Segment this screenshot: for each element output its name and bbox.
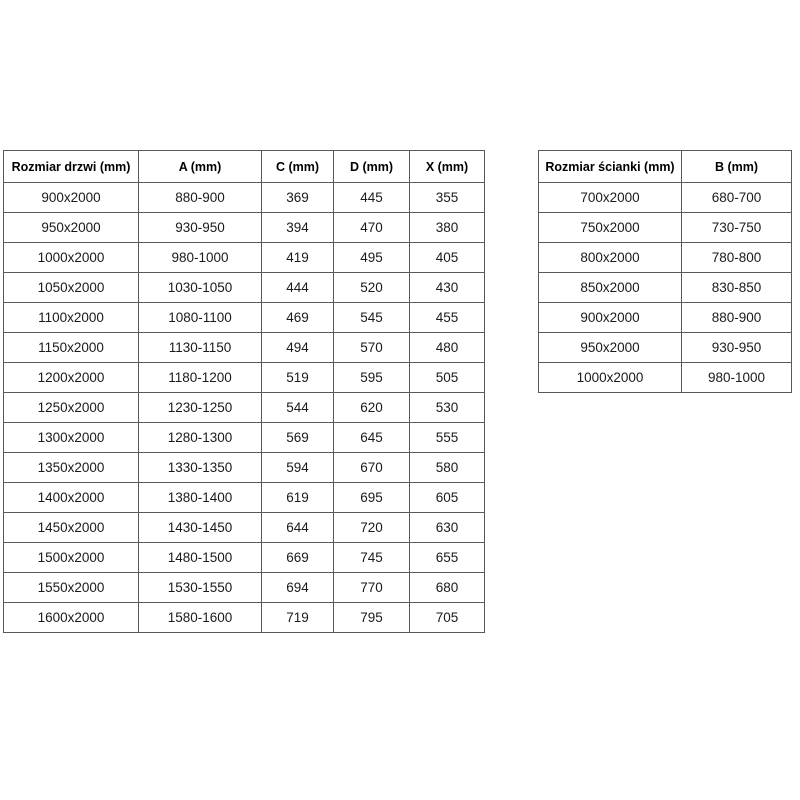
table-cell: 1180-1200 — [139, 363, 262, 393]
table-cell: 745 — [334, 543, 410, 573]
table-cell: 445 — [334, 183, 410, 213]
table-cell: 670 — [334, 453, 410, 483]
table-cell: 719 — [262, 603, 334, 633]
table-cell: 655 — [410, 543, 485, 573]
table-cell: 1400x2000 — [4, 483, 139, 513]
table-cell: 1100x2000 — [4, 303, 139, 333]
table-cell: 544 — [262, 393, 334, 423]
table-cell: 1150x2000 — [4, 333, 139, 363]
table-cell: 630 — [410, 513, 485, 543]
table-cell: 620 — [334, 393, 410, 423]
table-cell: 605 — [410, 483, 485, 513]
table-cell: 1550x2000 — [4, 573, 139, 603]
table-cell: 480 — [410, 333, 485, 363]
table-cell: 950x2000 — [539, 333, 682, 363]
table-row — [539, 213, 792, 243]
table-cell: 669 — [262, 543, 334, 573]
table-row — [4, 573, 485, 603]
table-cell: 419 — [262, 243, 334, 273]
table-cell: 455 — [410, 303, 485, 333]
table-cell: 800x2000 — [539, 243, 682, 273]
column-header: X (mm) — [410, 151, 485, 183]
table-cell: 930-950 — [682, 333, 792, 363]
table-cell: 1580-1600 — [139, 603, 262, 633]
table-cell: 495 — [334, 243, 410, 273]
table-cell: 494 — [262, 333, 334, 363]
table-cell: 1500x2000 — [4, 543, 139, 573]
door-table-header — [4, 151, 485, 183]
table-cell: 405 — [410, 243, 485, 273]
table-cell: 1600x2000 — [4, 603, 139, 633]
header-row — [539, 151, 792, 183]
table-cell: 1350x2000 — [4, 453, 139, 483]
table-cell: 1130-1150 — [139, 333, 262, 363]
table-cell: 850x2000 — [539, 273, 682, 303]
table-row — [4, 393, 485, 423]
table-cell: 750x2000 — [539, 213, 682, 243]
table-cell: 695 — [334, 483, 410, 513]
table-cell: 430 — [410, 273, 485, 303]
wall-table-header — [539, 151, 792, 183]
table-cell: 645 — [334, 423, 410, 453]
table-cell: 1300x2000 — [4, 423, 139, 453]
table-cell: 619 — [262, 483, 334, 513]
column-header: A (mm) — [139, 151, 262, 183]
door-table-body — [4, 183, 485, 633]
table-cell: 694 — [262, 573, 334, 603]
table-cell: 880-900 — [139, 183, 262, 213]
table-cell: 1200x2000 — [4, 363, 139, 393]
table-cell: 530 — [410, 393, 485, 423]
table-cell: 444 — [262, 273, 334, 303]
table-cell: 380 — [410, 213, 485, 243]
table-row — [4, 363, 485, 393]
table-cell: 644 — [262, 513, 334, 543]
table-cell: 770 — [334, 573, 410, 603]
table-row — [4, 273, 485, 303]
table-cell: 1330-1350 — [139, 453, 262, 483]
table-cell: 1080-1100 — [139, 303, 262, 333]
door-size-table — [3, 150, 485, 633]
table-cell: 705 — [410, 603, 485, 633]
table-cell: 700x2000 — [539, 183, 682, 213]
column-header: B (mm) — [682, 151, 792, 183]
table-cell: 930-950 — [139, 213, 262, 243]
table-row — [4, 213, 485, 243]
table-cell: 730-750 — [682, 213, 792, 243]
table-row — [4, 303, 485, 333]
table-cell: 595 — [334, 363, 410, 393]
column-header: Rozmiar drzwi (mm) — [4, 151, 139, 183]
table-cell: 520 — [334, 273, 410, 303]
table-cell: 1480-1500 — [139, 543, 262, 573]
table-cell: 519 — [262, 363, 334, 393]
table-cell: 1430-1450 — [139, 513, 262, 543]
table-cell: 1450x2000 — [4, 513, 139, 543]
table-row — [539, 183, 792, 213]
table-cell: 1250x2000 — [4, 393, 139, 423]
table-row — [539, 273, 792, 303]
table-cell: 570 — [334, 333, 410, 363]
column-header: C (mm) — [262, 151, 334, 183]
table-cell: 980-1000 — [139, 243, 262, 273]
table-row — [4, 483, 485, 513]
table-cell: 720 — [334, 513, 410, 543]
table-cell: 1000x2000 — [539, 363, 682, 393]
table-row — [4, 423, 485, 453]
table-cell: 580 — [410, 453, 485, 483]
table-row — [539, 243, 792, 273]
table-cell: 1030-1050 — [139, 273, 262, 303]
table-cell: 880-900 — [682, 303, 792, 333]
table-cell: 950x2000 — [4, 213, 139, 243]
table-cell: 1280-1300 — [139, 423, 262, 453]
column-header: Rozmiar ścianki (mm) — [539, 151, 682, 183]
table-row — [539, 363, 792, 393]
table-cell: 369 — [262, 183, 334, 213]
table-cell: 1530-1550 — [139, 573, 262, 603]
table-row — [4, 603, 485, 633]
table-cell: 680 — [410, 573, 485, 603]
table-cell: 900x2000 — [539, 303, 682, 333]
table-cell: 355 — [410, 183, 485, 213]
table-row — [4, 243, 485, 273]
table-cell: 594 — [262, 453, 334, 483]
column-header: D (mm) — [334, 151, 410, 183]
table-row — [539, 333, 792, 363]
wall-size-table — [538, 150, 792, 393]
table-cell: 469 — [262, 303, 334, 333]
table-row — [4, 513, 485, 543]
header-row — [4, 151, 485, 183]
table-cell: 780-800 — [682, 243, 792, 273]
table-cell: 505 — [410, 363, 485, 393]
wall-table-body — [539, 183, 792, 393]
table-row — [539, 303, 792, 333]
table-cell: 830-850 — [682, 273, 792, 303]
table-cell: 795 — [334, 603, 410, 633]
table-cell: 555 — [410, 423, 485, 453]
table-cell: 980-1000 — [682, 363, 792, 393]
table-cell: 1000x2000 — [4, 243, 139, 273]
table-row — [4, 183, 485, 213]
table-cell: 569 — [262, 423, 334, 453]
table-row — [4, 543, 485, 573]
table-cell: 394 — [262, 213, 334, 243]
table-cell: 1380-1400 — [139, 483, 262, 513]
table-cell: 680-700 — [682, 183, 792, 213]
table-cell: 1230-1250 — [139, 393, 262, 423]
table-cell: 545 — [334, 303, 410, 333]
table-cell: 1050x2000 — [4, 273, 139, 303]
table-cell: 900x2000 — [4, 183, 139, 213]
table-cell: 470 — [334, 213, 410, 243]
table-row — [4, 453, 485, 483]
table-row — [4, 333, 485, 363]
